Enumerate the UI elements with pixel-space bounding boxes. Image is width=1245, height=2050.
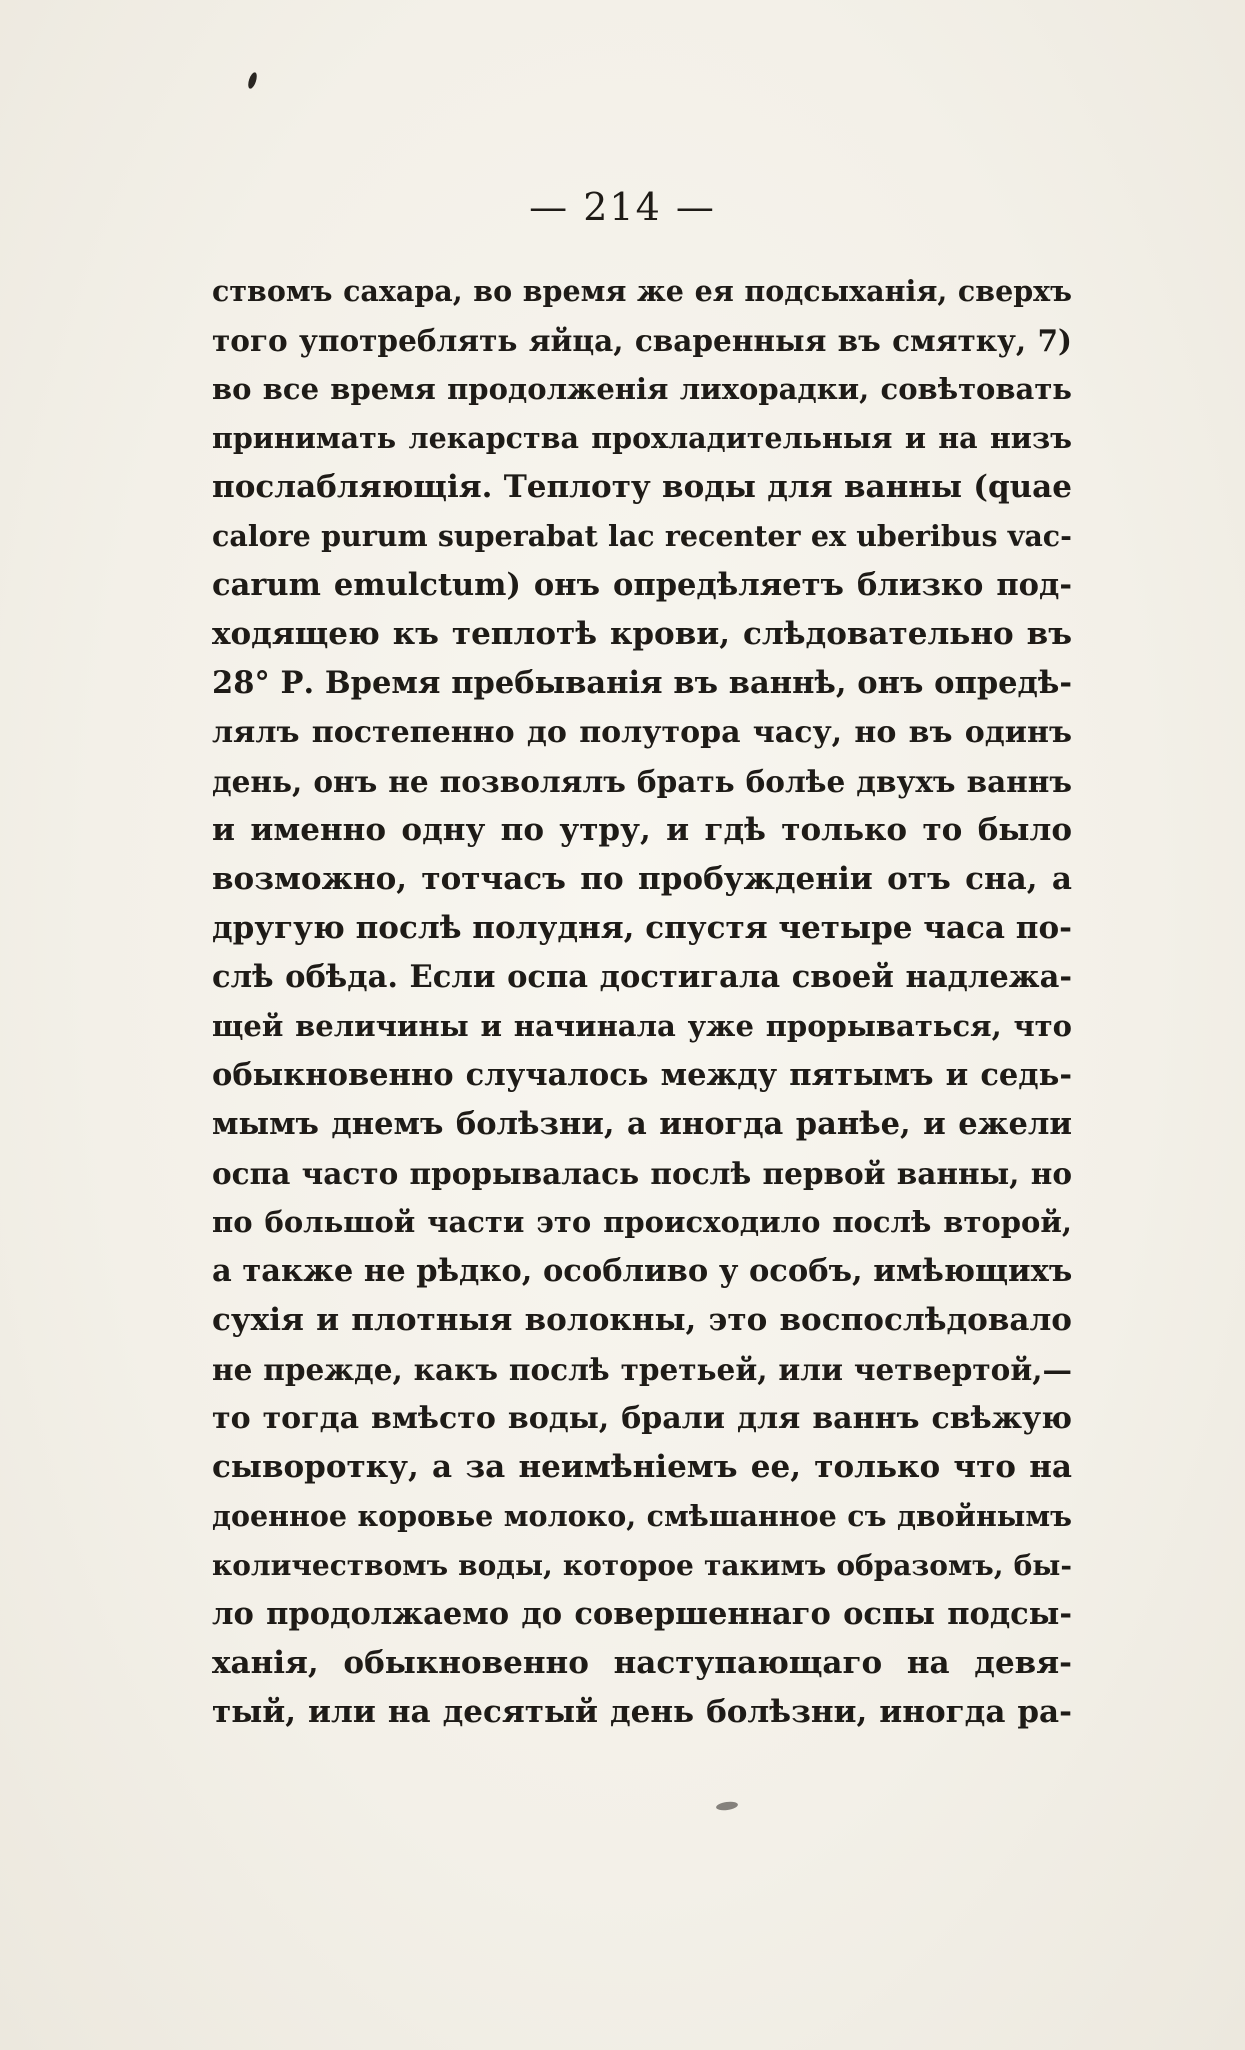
text-line: не прежде, какъ послѣ третьей, или четвертой,— [212, 1352, 1072, 1387]
text-line: другую послѣ полудня, спустя четыре часа по- [212, 910, 1072, 946]
text-line: количествомъ воды, которое такимъ образомъ, бы- [212, 1549, 1072, 1582]
text-line: 28° Р. Время пребыванія въ ваннѣ, онъ опредѣ- [212, 665, 1072, 701]
text-line: принимать лекарства прохладительныя и на низъ [212, 421, 1072, 455]
page-number: — 214 — [529, 185, 716, 229]
text-line: ханія, обыкновенно наступающаго на девя- [212, 1645, 1072, 1681]
text-line: слѣ обѣда. Если оспа достигала своей надлежа- [212, 959, 1072, 995]
text-line: оспа часто прорывалась послѣ первой ванны, но [212, 1156, 1072, 1191]
text-line: и именно одну по утру, и гдѣ только то было [212, 812, 1072, 848]
text-line: ходящею къ теплотѣ крови, слѣдовательно въ [212, 616, 1072, 652]
text-line: обыкновенно случалось между пятымъ и седь- [212, 1057, 1072, 1093]
text-line: то тогда вмѣсто воды, брали для ваннъ свѣжую [212, 1401, 1072, 1436]
text-line: во все время продолженія лихорадки, совѣтовать [212, 372, 1072, 406]
text-line: день, онъ не позволялъ брать болѣе двухъ ваннъ [212, 764, 1072, 799]
text-line: послабляющія. Теплоту воды для ванны (quae [212, 469, 1072, 505]
body-text [212, 267, 1072, 1737]
text-line: возможно, тотчасъ по пробужденіи отъ сна, а [212, 861, 1072, 897]
text-line: ло продолжаемо до совершеннаго оспы подсы- [212, 1596, 1072, 1632]
text-line: тый, или на десятый день болѣзни, иногда ра- [212, 1694, 1072, 1730]
text-line: того употреблять яйца, сваренныя въ смятку, 7) [212, 323, 1072, 358]
text-line: по большой части это происходило послѣ второй, [212, 1205, 1072, 1239]
text-line: мымъ днемъ болѣзни, а иногда ранѣе, и ежели [212, 1106, 1072, 1142]
text-line: сухія и плотныя волокны, это воспослѣдовало [212, 1302, 1072, 1338]
text-line: щей величины и начинала уже прорываться, что [212, 1009, 1072, 1043]
ink-speck [247, 71, 259, 89]
ink-speck [716, 1801, 739, 1812]
text-line: ствомъ сахара, во время же ея подсыханія, сверхъ [212, 274, 1072, 308]
text-line: carum emulctum) онъ опредѣляетъ близко под- [212, 567, 1072, 603]
text-line: а также не рѣдко, особливо у особъ, имѣющихъ [212, 1253, 1072, 1289]
text-line: calore purum superabat lac recenter ex uberibus vac- [212, 519, 1072, 553]
text-line: лялъ постепенно до полутора часу, но въ одинъ [212, 715, 1072, 750]
text-line: сыворотку, а за неимѣніемъ ее, только что на [212, 1449, 1072, 1485]
text-line: доенное коровье молоко, смѣшанное съ двойнымъ [212, 1499, 1072, 1533]
